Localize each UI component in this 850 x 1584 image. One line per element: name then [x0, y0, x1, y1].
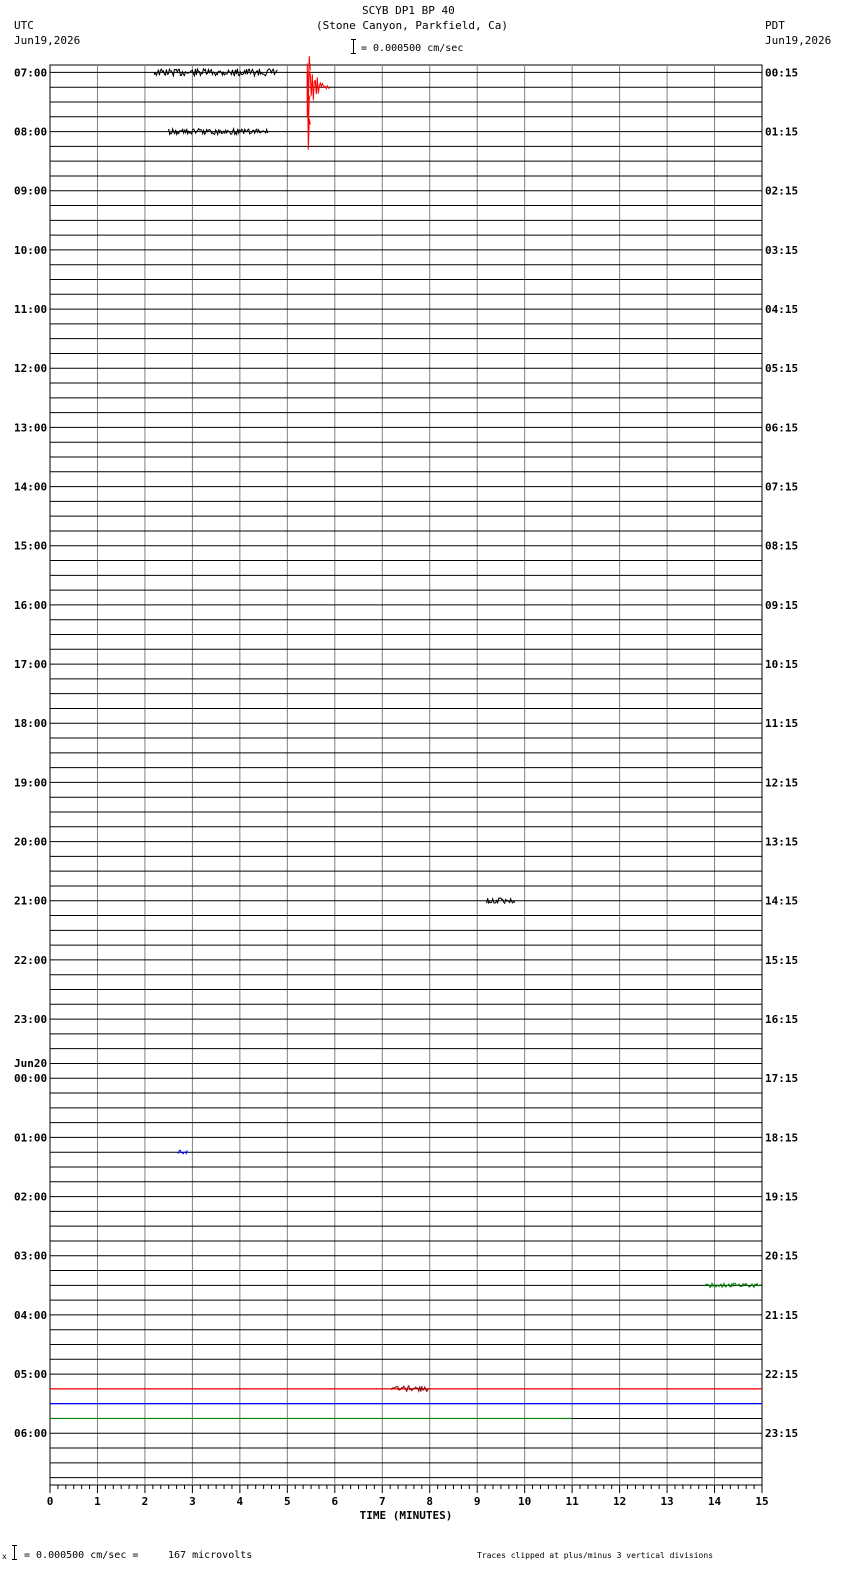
x-tick-label: 7 — [378, 1495, 386, 1508]
scale-label: = 0.000500 cm/sec — [361, 43, 464, 54]
plot-frame — [50, 65, 762, 1485]
left-hour-label: 13:00 — [14, 421, 48, 435]
x-axis-label: TIME (MINUTES) — [359, 1509, 453, 1522]
footer-scale-label: = 0.000500 cm/sec = — [24, 1550, 139, 1561]
right-hour-label: 07:15 — [765, 480, 799, 494]
left-hour-label: 18:00 — [14, 717, 48, 731]
x-tick-label: 14 — [707, 1495, 722, 1508]
x-tick-label: 3 — [189, 1495, 196, 1508]
title: SCYB DP1 BP 40 — [362, 4, 455, 17]
right-hour-label: 16:15 — [765, 1013, 799, 1027]
left-date-change-label: Jun20 — [14, 1057, 48, 1071]
left-hour-label: 15:00 — [14, 539, 48, 553]
right-hour-label: 19:15 — [765, 1190, 799, 1204]
seismic-event — [705, 1283, 761, 1287]
right-hour-label: 04:15 — [765, 303, 799, 317]
left-hour-label: 10:00 — [14, 243, 48, 257]
left-hour-label: 20:00 — [14, 835, 48, 849]
x-tick-label: 15 — [755, 1495, 769, 1508]
right-hour-label: 17:15 — [765, 1072, 799, 1086]
x-tick-label: 11 — [565, 1495, 579, 1508]
left-hour-label: 12:00 — [14, 362, 48, 376]
left-hour-label: 05:00 — [14, 1368, 48, 1382]
right-hour-label: 21:15 — [765, 1308, 799, 1322]
left-hour-label: 23:00 — [14, 1013, 48, 1027]
right-hour-label: 11:15 — [765, 717, 799, 731]
left-hour-label: 04:00 — [14, 1308, 48, 1322]
right-hour-label: 10:15 — [765, 658, 799, 672]
x-tick-label: 2 — [141, 1495, 149, 1508]
subtitle: (Stone Canyon, Parkfield, Ca) — [316, 19, 509, 32]
right-hour-label: 08:15 — [765, 539, 799, 553]
x-tick-label: 9 — [473, 1495, 481, 1508]
x-tick-label: 10 — [518, 1495, 532, 1508]
right-hour-label: 12:15 — [765, 776, 799, 790]
left-hour-label: 11:00 — [14, 303, 48, 317]
right-hour-label: 20:15 — [765, 1249, 799, 1263]
footer-corner-mark: x — [2, 1552, 7, 1561]
right-hour-label: 13:15 — [765, 835, 799, 849]
footer-clip-note: Traces clipped at plus/minus 3 vertical divisions — [477, 1551, 714, 1560]
left-hour-label: 21:00 — [14, 894, 48, 908]
left-hour-label: 02:00 — [14, 1190, 48, 1204]
right-hour-label: 22:15 — [765, 1368, 799, 1382]
right-hour-label: 23:15 — [765, 1427, 799, 1441]
right-hour-label: 18:15 — [765, 1131, 799, 1145]
footer-scale-icon — [12, 1545, 17, 1560]
x-tick-label: 5 — [284, 1495, 291, 1508]
left-date: Jun19,2026 — [14, 34, 81, 47]
left-hour-label: 03:00 — [14, 1249, 48, 1263]
right-hour-label: 05:15 — [765, 362, 799, 376]
left-hour-label: 06:00 — [14, 1427, 48, 1441]
left-hour-label: 01:00 — [14, 1131, 48, 1145]
left-hour-label: 08:00 — [14, 125, 48, 139]
right-timezone: PDT — [765, 19, 785, 32]
x-tick-label: 1 — [94, 1495, 101, 1508]
x-tick-label: 12 — [612, 1495, 627, 1508]
left-hour-label: 07:00 — [14, 66, 48, 80]
left-hour-label: 22:00 — [14, 953, 48, 967]
x-tick-label: 13 — [660, 1495, 674, 1508]
left-hour-label: 16:00 — [14, 598, 48, 612]
left-timezone: UTC — [14, 19, 34, 32]
x-tick-label: 6 — [331, 1495, 339, 1508]
right-hour-label: 02:15 — [765, 184, 799, 198]
right-date: Jun19,2026 — [765, 34, 832, 47]
x-tick-label: 8 — [426, 1495, 434, 1508]
left-hour-label: 14:00 — [14, 480, 48, 494]
right-hour-label: 01:15 — [765, 125, 799, 139]
seismic-event — [307, 71, 329, 103]
left-hour-label: 09:00 — [14, 184, 48, 198]
right-hour-label: 15:15 — [765, 953, 799, 967]
right-hour-label: 00:15 — [765, 66, 799, 80]
footer-microvolts: 167 microvolts — [168, 1550, 253, 1561]
x-tick-label: 4 — [236, 1495, 244, 1508]
left-hour-label: 19:00 — [14, 776, 48, 790]
x-tick-label: 0 — [46, 1495, 54, 1508]
left-hour-label: 17:00 — [14, 658, 48, 672]
right-hour-label: 06:15 — [765, 421, 799, 435]
right-hour-label: 09:15 — [765, 598, 799, 612]
right-hour-label: 03:15 — [765, 243, 799, 257]
right-hour-label: 14:15 — [765, 894, 799, 908]
left-hour-label: 00:00 — [14, 1072, 48, 1086]
